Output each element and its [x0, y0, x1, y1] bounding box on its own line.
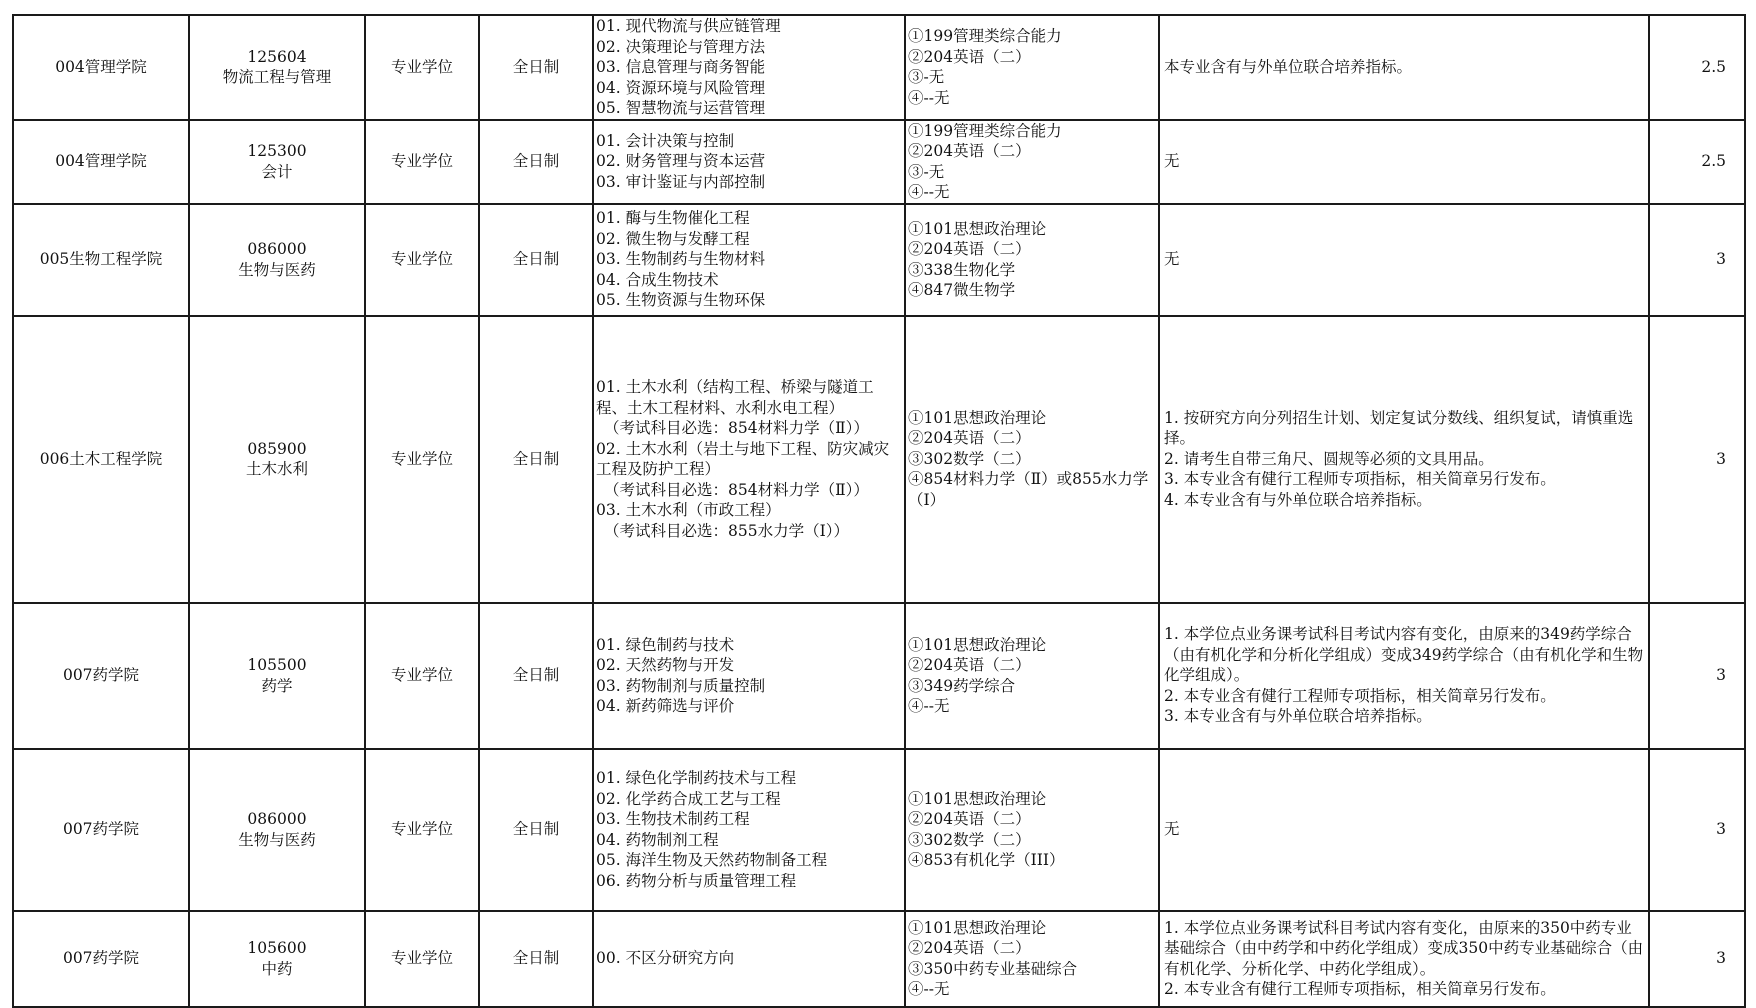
major-cell [189, 603, 365, 749]
subject-item: ②204英语（二） [908, 429, 1031, 448]
duration-cell: 3 [1649, 204, 1745, 316]
direction-item: 04. 药物制剂工程 [596, 830, 719, 849]
degree-type-cell: 专业学位 [365, 120, 479, 204]
direction-item: 01. 现代物流与供应链管理 [596, 17, 781, 35]
major-name: 生物与医药 [238, 260, 316, 279]
direction-item: 02. 天然药物与开发 [596, 656, 735, 674]
subject-item: ③338生物化学 [908, 260, 1016, 279]
subject-item: ③302数学（二） [908, 830, 1031, 849]
direction-item: 00. 不区分研究方向 [596, 949, 735, 968]
remarks-cell [1159, 120, 1649, 204]
direction-item: 02. 财务管理与资本运营 [596, 152, 766, 171]
table-row [13, 15, 1745, 120]
exam-subjects-cell [905, 120, 1159, 204]
subject-item: ①101思想政治理论 [908, 219, 1047, 238]
admissions-table-body [13, 15, 1745, 1007]
college-cell: 006土木工程学院 [13, 316, 189, 603]
remarks-cell [1159, 911, 1649, 1007]
subject-item: ④--无 [908, 980, 950, 998]
subject-item: ①101思想政治理论 [908, 789, 1047, 808]
direction-item: 05. 智慧物流与运营管理 [596, 99, 766, 117]
major-cell [189, 15, 365, 120]
research-directions-cell [593, 316, 905, 603]
degree-type-cell: 专业学位 [365, 749, 479, 911]
table-row [13, 749, 1745, 911]
duration-cell: 3 [1649, 316, 1745, 603]
college-cell: 007药学院 [13, 749, 189, 911]
major-name: 物流工程与管理 [222, 68, 332, 87]
research-directions-cell [593, 204, 905, 316]
direction-item: 04. 新药筛选与评价 [596, 697, 735, 715]
exam-subjects-cell [905, 316, 1159, 603]
exam-subjects-cell [905, 204, 1159, 316]
major-cell [189, 911, 365, 1007]
direction-item: 01. 酶与生物催化工程 [596, 209, 750, 228]
subject-item: ③350中药专业基础综合 [908, 959, 1078, 978]
degree-type-cell: 专业学位 [365, 911, 479, 1007]
remark-item: 1. 本学位点业务课考试科目考试内容有变化，由原来的350中药专业基础综合（由中药学和中药化学组成）变成350中药专业基础综合（由有机化学、分析化学、中药化学组成）。 [1164, 918, 1644, 978]
direction-item: 03. 审计鉴证与内部控制 [596, 172, 766, 191]
major-cell [189, 204, 365, 316]
subject-item: ③-无 [908, 162, 945, 181]
college-cell: 007药学院 [13, 911, 189, 1007]
remark-item: 无 [1164, 820, 1180, 839]
direction-item: 01. 土木水利（结构工程、桥梁与隧道工程、土木工程材料、水利水电工程） [596, 378, 874, 417]
remark-item: 1. 本学位点业务课考试科目考试内容有变化，由原来的349药学综合（由有机化学和分析化学组成）变成349药学综合（由有机化学和生物化学组成）。 [1164, 625, 1644, 685]
research-directions-cell [593, 911, 905, 1007]
degree-type-cell: 专业学位 [365, 15, 479, 120]
major-code: 105600 [247, 939, 307, 957]
college-cell: 007药学院 [13, 603, 189, 749]
subject-item: ④853有机化学（III） [908, 851, 1065, 869]
direction-item: （考试科目必选：854材料力学（Ⅱ）） [604, 419, 869, 437]
major-name: 生物与医药 [238, 830, 316, 849]
direction-item: 04. 合成生物技术 [596, 270, 719, 289]
direction-item: 02. 微生物与发酵工程 [596, 229, 750, 248]
study-mode-cell: 全日制 [479, 603, 593, 749]
major-cell [189, 749, 365, 911]
remark-item: 本专业含有与外单位联合培养指标。 [1164, 58, 1413, 76]
major-name: 会计 [261, 162, 293, 181]
remark-item: 1. 按研究方向分列招生计划、划定复试分数线、组织复试，请慎重选择。 [1164, 408, 1634, 448]
subject-item: ③349药学综合 [908, 676, 1016, 695]
table-row [13, 911, 1745, 1007]
subject-item: ④854材料力学（Ⅱ）或855水力学（Ⅰ） [908, 470, 1149, 509]
direction-item: 01. 绿色制药与技术 [596, 635, 735, 654]
direction-item: （考试科目必选：855水力学（Ⅰ）） [604, 521, 849, 540]
exam-subjects-cell [905, 603, 1159, 749]
direction-item: 03. 生物技术制药工程 [596, 810, 750, 828]
subject-item: ④847微生物学 [908, 281, 1016, 299]
direction-item: （考试科目必选：854材料力学（Ⅱ）） [604, 480, 869, 499]
remarks-cell [1159, 749, 1649, 911]
major-code: 085900 [247, 439, 307, 458]
major-cell [189, 316, 365, 603]
college-cell: 004管理学院 [13, 15, 189, 120]
direction-item: 01. 会计决策与控制 [596, 131, 735, 150]
research-directions-cell [593, 120, 905, 204]
major-code: 086000 [247, 810, 307, 828]
major-code: 086000 [247, 240, 307, 258]
study-mode-cell: 全日制 [479, 911, 593, 1007]
exam-subjects-cell [905, 15, 1159, 120]
subject-item: ②204英语（二） [908, 656, 1031, 674]
remark-item: 2. 本专业含有健行工程师专项指标，相关简章另行发布。 [1164, 686, 1556, 705]
research-directions-cell [593, 15, 905, 120]
table-row [13, 316, 1745, 603]
table-row [13, 603, 1745, 749]
subject-item: ③302数学（二） [908, 449, 1031, 468]
duration-cell: 2.5 [1649, 15, 1745, 120]
major-name: 药学 [261, 676, 293, 695]
research-directions-cell [593, 603, 905, 749]
remark-item: 无 [1164, 250, 1180, 269]
subject-item: ③-无 [908, 68, 945, 87]
study-mode-cell: 全日制 [479, 15, 593, 120]
direction-item: 03. 药物制剂与质量控制 [596, 676, 766, 695]
subject-item: ①199管理类综合能力 [908, 121, 1062, 140]
study-mode-cell: 全日制 [479, 204, 593, 316]
major-cell [189, 120, 365, 204]
major-name: 土木水利 [245, 460, 308, 478]
direction-item: 05. 海洋生物及天然药物制备工程 [596, 851, 828, 869]
study-mode-cell: 全日制 [479, 316, 593, 603]
subject-item: ①101思想政治理论 [908, 918, 1047, 937]
duration-cell: 3 [1649, 603, 1745, 749]
direction-item: 04. 资源环境与风险管理 [596, 78, 766, 97]
subject-item: ④--无 [908, 697, 950, 715]
duration-cell: 2.5 [1649, 120, 1745, 204]
direction-item: 03. 土木水利（市政工程） [596, 501, 781, 519]
major-name: 中药 [261, 959, 293, 978]
degree-type-cell: 专业学位 [365, 316, 479, 603]
direction-item: 02. 土木水利（岩土与地下工程、防灾减灾工程及防护工程） [596, 439, 890, 478]
table-row [13, 120, 1745, 204]
subject-item: ④--无 [908, 88, 950, 107]
subject-item: ①199管理类综合能力 [908, 27, 1062, 46]
remarks-cell [1159, 15, 1649, 120]
major-code: 125604 [247, 47, 307, 66]
study-mode-cell: 全日制 [479, 120, 593, 204]
subject-item: ②204英语（二） [908, 47, 1031, 66]
subject-item: ①101思想政治理论 [908, 635, 1047, 654]
direction-item: 02. 化学药合成工艺与工程 [596, 789, 781, 808]
direction-item: 06. 药物分析与质量管理工程 [596, 871, 797, 890]
exam-subjects-cell [905, 749, 1159, 911]
subject-item: ②204英语（二） [908, 939, 1031, 957]
subject-item: ④--无 [908, 183, 950, 201]
direction-item: 01. 绿色化学制药技术与工程 [596, 769, 797, 787]
major-code: 105500 [247, 656, 307, 674]
remark-item: 3. 本专业含有健行工程师专项指标，相关简章另行发布。 [1164, 470, 1556, 489]
remarks-cell [1159, 204, 1649, 316]
remark-item: 2. 请考生自带三角尺、圆规等必须的文具用品。 [1164, 449, 1494, 468]
remarks-cell [1159, 603, 1649, 749]
subject-item: ②204英语（二） [908, 810, 1031, 828]
direction-item: 02. 决策理论与管理方法 [596, 37, 766, 56]
degree-type-cell: 专业学位 [365, 603, 479, 749]
table-row [13, 204, 1745, 316]
college-cell: 004管理学院 [13, 120, 189, 204]
remarks-cell [1159, 316, 1649, 603]
degree-type-cell: 专业学位 [365, 204, 479, 316]
college-cell: 005生物工程学院 [13, 204, 189, 316]
direction-item: 05. 生物资源与生物环保 [596, 291, 766, 310]
remark-item: 2. 本专业含有健行工程师专项指标，相关简章另行发布。 [1164, 980, 1556, 998]
duration-cell: 3 [1649, 749, 1745, 911]
exam-subjects-cell [905, 911, 1159, 1007]
admissions-table [12, 14, 1746, 1008]
study-mode-cell: 全日制 [479, 749, 593, 911]
remark-item: 4. 本专业含有与外单位联合培养指标。 [1164, 490, 1432, 509]
direction-item: 03. 生物制药与生物材料 [596, 250, 766, 269]
direction-item: 03. 信息管理与商务智能 [596, 58, 766, 76]
subject-item: ②204英语（二） [908, 142, 1031, 160]
subject-item: ②204英语（二） [908, 240, 1031, 258]
subject-item: ①101思想政治理论 [908, 408, 1047, 427]
duration-cell: 3 [1649, 911, 1745, 1007]
remark-item: 无 [1164, 152, 1180, 171]
major-code: 125300 [247, 142, 307, 160]
remark-item: 3. 本专业含有与外单位联合培养指标。 [1164, 707, 1432, 726]
research-directions-cell [593, 749, 905, 911]
